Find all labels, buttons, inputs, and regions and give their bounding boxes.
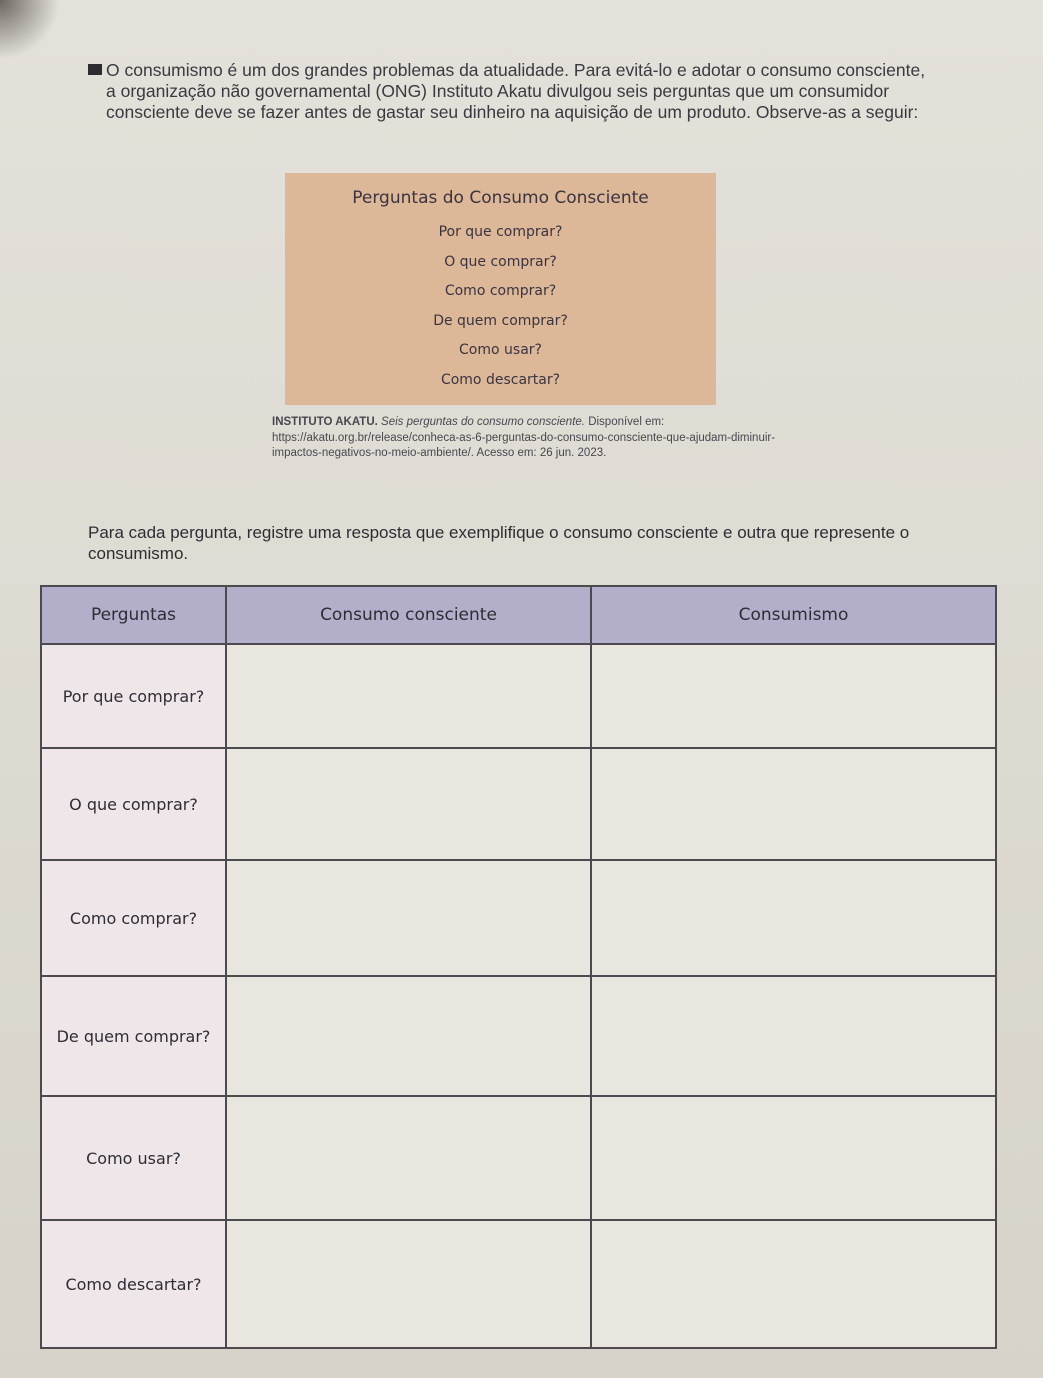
table-row: [41, 976, 996, 1096]
source-citation: [272, 415, 792, 462]
answer-cell-consumismo[interactable]: [591, 860, 996, 976]
source-lead: INSTITUTO AKATU.: [272, 416, 378, 428]
worksheet-table: [40, 585, 997, 1349]
table-row: [41, 860, 996, 976]
page-shadow: [0, 0, 60, 60]
question-item: Por que comprar?: [438, 224, 563, 240]
answer-cell-consciente[interactable]: [226, 1220, 591, 1348]
answer-cell-consumismo[interactable]: [591, 976, 996, 1096]
header-consumismo: Consumismo: [591, 586, 996, 644]
question-item: O que comprar?: [444, 253, 557, 270]
row-question: O que comprar?: [41, 748, 226, 860]
answer-cell-consciente[interactable]: [226, 976, 591, 1096]
header-perguntas: Perguntas: [41, 586, 226, 644]
answer-cell-consciente[interactable]: [226, 644, 591, 748]
answer-cell-consciente[interactable]: [226, 860, 591, 976]
answer-cell-consumismo[interactable]: [591, 1220, 996, 1348]
row-question: De quem comprar?: [41, 976, 226, 1096]
answer-cell-consumismo[interactable]: [591, 644, 996, 748]
source-title: Seis perguntas do consumo consciente.: [381, 416, 585, 428]
row-question: Como descartar?: [41, 1220, 226, 1348]
row-question: Como usar?: [41, 1096, 226, 1220]
answer-cell-consciente[interactable]: [226, 1096, 591, 1220]
answer-cell-consumismo[interactable]: [591, 748, 996, 860]
question-item: De quem comprar?: [433, 312, 568, 329]
answer-cell-consumismo[interactable]: [591, 1096, 996, 1220]
intro-text: O consumismo é um dos grandes problemas da atualidade. Para evitá-lo e adotar o consumo consciente, a organização não governamental (ONG) Instituto Akatu divulgou seis perguntas que um consumidor consciente deve se fazer antes de gastar seu dinheiro na aquisição de um produto. Observe-as a seguir:: [106, 60, 926, 122]
questions-box-title: Perguntas do Consumo Consciente: [352, 188, 649, 208]
row-question: Como comprar?: [41, 860, 226, 976]
table-row: [41, 748, 996, 860]
exercise-marker-icon: [88, 64, 102, 75]
answer-cell-consciente[interactable]: [226, 748, 591, 860]
row-question: Por que comprar?: [41, 644, 226, 748]
intro-paragraph: [106, 60, 926, 123]
table-row: [41, 1220, 996, 1348]
question-item: Como comprar?: [444, 283, 557, 299]
table-header-row: [41, 586, 996, 644]
header-consumo-consciente: Consumo consciente: [226, 586, 591, 644]
source-body: Disponível em: https://akatu.org.br/release/conheca-as-6-perguntas-do-consumo-consciente-que-ajudam-diminuir-impactos-negativos-no-meio-ambiente/. Acesso em: 26 jun. 2023.: [272, 416, 776, 459]
question-item: Como usar?: [459, 342, 542, 358]
table-row: [41, 644, 996, 748]
instruction-text: Para cada pergunta, registre uma resposta que exemplifique o consumo consciente e outra que represente o consumismo.: [88, 523, 910, 563]
table-row: [41, 1096, 996, 1220]
question-item: Como descartar?: [440, 371, 561, 388]
questions-box: [285, 173, 716, 405]
